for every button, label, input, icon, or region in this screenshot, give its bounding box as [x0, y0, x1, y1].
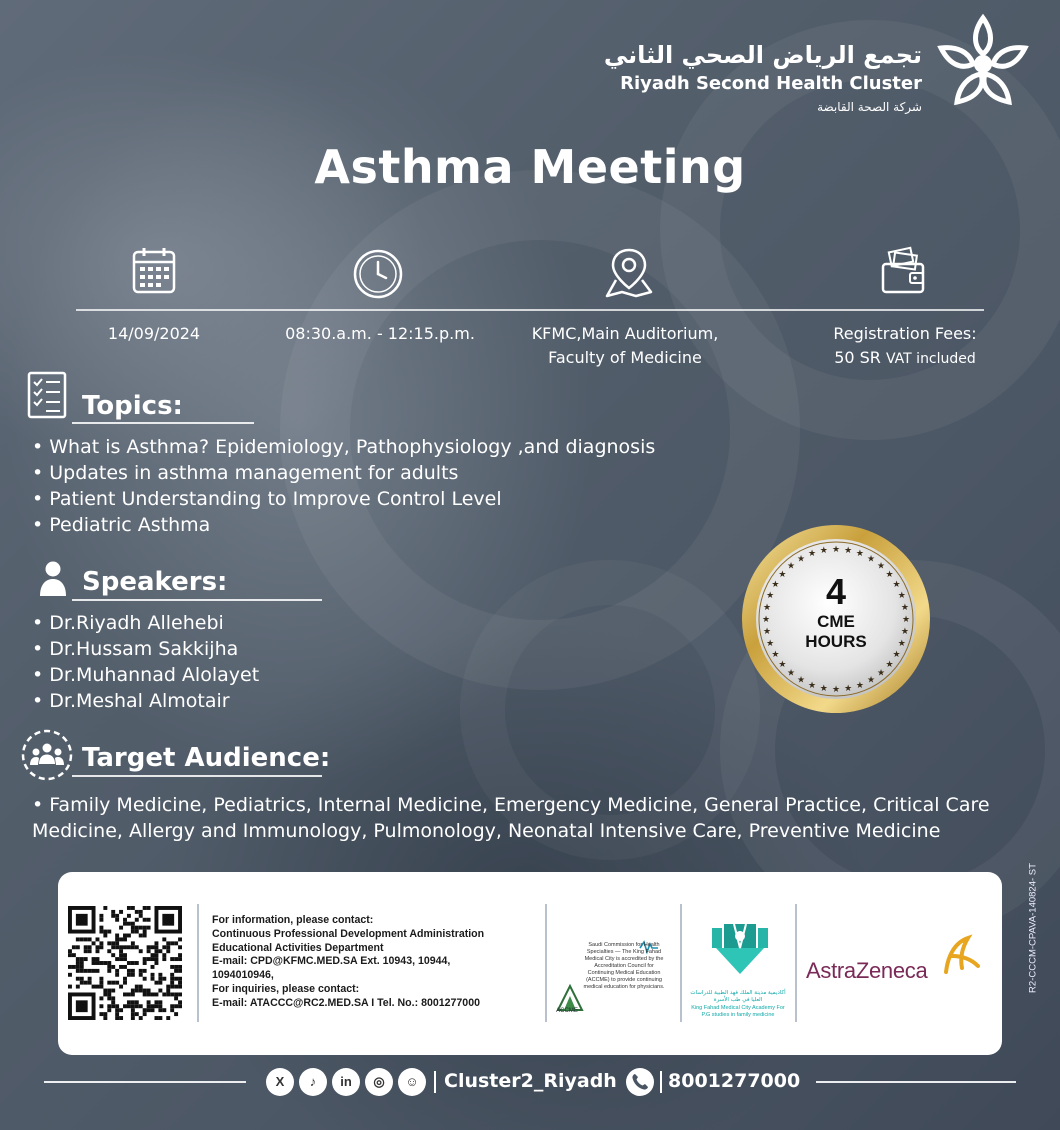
- badge-star: ★: [876, 561, 886, 572]
- cluster-name-arabic: تجمع الرياض الصحي الثاني: [603, 41, 922, 69]
- astrazeneca-logo-text: AstraZeneca: [806, 958, 928, 983]
- badge-star: ★: [876, 668, 886, 679]
- badge-star: ★: [796, 554, 806, 565]
- phone-number[interactable]: 8001277000: [668, 1070, 801, 1092]
- social-handle[interactable]: Cluster2_Riyadh: [444, 1070, 617, 1092]
- badge-star: ★: [831, 545, 841, 555]
- badge-star: ★: [901, 615, 911, 625]
- speakers-list: [32, 610, 259, 714]
- badge-star: ★: [778, 660, 787, 670]
- event-title: Asthma Meeting: [314, 140, 746, 194]
- tiktok-icon[interactable]: ♪: [299, 1068, 327, 1096]
- calendar-icon: [132, 246, 176, 294]
- badge-star: ★: [819, 546, 828, 557]
- card-divider: [197, 904, 199, 1022]
- info-divider: [76, 309, 984, 311]
- badge-star: ★: [885, 570, 894, 580]
- snapchat-icon[interactable]: ☺: [398, 1068, 426, 1096]
- cluster-logo-text: [604, 40, 922, 116]
- event-time: 08:30.a.m. - 12:15.p.m.: [285, 324, 475, 343]
- badge-star: ★: [897, 638, 906, 649]
- speaker-person-icon: [38, 560, 68, 598]
- badge-star: ★: [866, 554, 876, 565]
- badge-star: ★: [844, 546, 853, 557]
- list-item: • Dr.Muhannad Alolayet: [32, 662, 259, 688]
- astrazeneca-logo-icon: [938, 934, 982, 978]
- list-item: • Patient Understanding to Improve Control Level: [32, 486, 655, 512]
- badge-star: ★: [892, 580, 901, 590]
- kfmc-academy-english: King Fahad Medical City Academy For P.G studies in family medicine: [691, 1005, 785, 1018]
- audience-underline: [72, 775, 322, 777]
- contact-info: [212, 914, 484, 1011]
- list-item: • Updates in asthma management for adults: [32, 460, 655, 486]
- badge-star: ★: [808, 680, 817, 691]
- cme-badge-text: [740, 572, 932, 652]
- topics-list: [32, 434, 655, 538]
- footer-line-left: [44, 1081, 246, 1083]
- checklist-icon: [26, 370, 70, 420]
- fees-value: [800, 346, 1010, 371]
- kfmc-academy-arabic: أكاديمية مدينة الملك فهد الطبية للدراسات العليا في طب الأسرة: [690, 990, 786, 1003]
- linkedin-icon[interactable]: in: [332, 1068, 360, 1096]
- fees-amount: 50 SR: [834, 348, 881, 367]
- footer-separator: [660, 1071, 662, 1093]
- badge-star: ★: [892, 650, 901, 660]
- badge-star: ★: [766, 638, 775, 649]
- badge-star: ★: [761, 615, 771, 625]
- footer-separator: [434, 1071, 436, 1093]
- contact-line: For inquiries, please contact:: [212, 982, 360, 995]
- contact-line: Educational Activities Department: [212, 941, 384, 954]
- badge-star: ★: [808, 549, 817, 560]
- list-item: • Dr.Riyadh Allehebi: [32, 610, 259, 636]
- badge-star: ★: [885, 660, 894, 670]
- location-line-2: Faculty of Medicine: [548, 348, 702, 367]
- cluster-name-english: Riyadh Second Health Cluster: [620, 73, 922, 94]
- card-divider: [680, 904, 682, 1022]
- audience-list: • Family Medicine, Pediatrics, Internal Medicine, Emergency Medicine, General Practice, Critical Care Medicine, Allergy and Immunology, Pulmonology, Neonatal Intensive Care, Preventive Medicine: [32, 794, 990, 842]
- holding-company-arabic: شركة الصحة القابضة: [817, 100, 922, 114]
- badge-star: ★: [844, 683, 853, 694]
- qr-code[interactable]: [68, 906, 182, 1020]
- badge-star: ★: [796, 675, 806, 686]
- cluster-logo-icon: [932, 12, 1034, 112]
- hours-label: HOURS: [805, 632, 867, 651]
- document-code: R2-CCCM-CPAVA-140824- ST: [1027, 863, 1039, 993]
- wallet-icon: [880, 246, 926, 296]
- badge-star: ★: [900, 602, 909, 613]
- list-item: • Dr.Meshal Almotair: [32, 688, 259, 714]
- badge-star: ★: [763, 602, 772, 613]
- topics-heading: Topics:: [82, 391, 183, 421]
- badge-star: ★: [897, 591, 906, 602]
- list-item: • What is Asthma? Epidemiology, Pathophysiology ,and diagnosis: [32, 434, 655, 460]
- phone-icon: [626, 1068, 654, 1096]
- badge-star: ★: [866, 675, 876, 686]
- fees-vat: VAT included: [886, 351, 976, 367]
- audience-heading: Target Audience:: [82, 743, 331, 773]
- badge-star: ★: [855, 549, 864, 560]
- badge-star: ★: [786, 561, 796, 572]
- badge-star: ★: [819, 683, 828, 694]
- badge-star: ★: [771, 650, 780, 660]
- badge-star: ★: [900, 627, 909, 638]
- list-item: • Pediatric Asthma: [32, 512, 655, 538]
- badge-star: ★: [786, 668, 796, 679]
- cme-label: CME: [817, 612, 855, 631]
- contact-line: E-mail: CPD@KFMC.MED.SA Ext. 10943, 10944,: [212, 955, 451, 968]
- accme-label: ACCME: [556, 1008, 578, 1014]
- cme-hours-number: 4: [825, 571, 847, 612]
- topics-underline: [72, 422, 254, 424]
- badge-star: ★: [766, 591, 775, 602]
- location-line-1: KFMC,Main Auditorium,: [531, 324, 719, 343]
- card-divider: [545, 904, 547, 1022]
- audience-group-icon: [20, 728, 74, 782]
- contact-line: Continuous Professional Development Administration: [212, 927, 485, 940]
- location-pin-icon: [604, 246, 654, 300]
- list-item: • Dr.Hussam Sakkijha: [32, 636, 259, 662]
- badge-star: ★: [771, 580, 780, 590]
- contact-line: 1094010946,: [212, 969, 274, 982]
- fees-label: Registration Fees:: [833, 324, 977, 343]
- contact-line: E-mail: ATACCC@RC2.MED.SA I Tel. No.: 8001277000: [212, 996, 480, 1009]
- event-date: 14/09/2024: [107, 324, 201, 343]
- x-icon[interactable]: X: [266, 1068, 294, 1096]
- footer-line-right: [816, 1081, 1016, 1083]
- registration-fees: [800, 322, 1010, 371]
- card-divider: [795, 904, 797, 1022]
- contact-card: [58, 872, 1002, 1055]
- badge-star: ★: [778, 570, 787, 580]
- speakers-underline: [72, 599, 322, 601]
- contact-line: For information, please contact:: [212, 914, 374, 926]
- badge-star: ★: [855, 680, 864, 691]
- badge-star: ★: [831, 685, 841, 695]
- event-location: [510, 322, 740, 370]
- speakers-heading: Speakers:: [82, 567, 228, 597]
- scfhs-accreditation-text: Saudi Commission for Health Specialties — The King Fahad Medical City is accredited by the Accreditation Council for Continuing Medical Education (ACCME) to provide continuing medical education for physicians.: [583, 942, 665, 990]
- kfmc-academy-logo: [704, 918, 776, 984]
- instagram-icon[interactable]: ◎: [365, 1068, 393, 1096]
- clock-icon: [352, 248, 404, 300]
- badge-star: ★: [763, 627, 772, 638]
